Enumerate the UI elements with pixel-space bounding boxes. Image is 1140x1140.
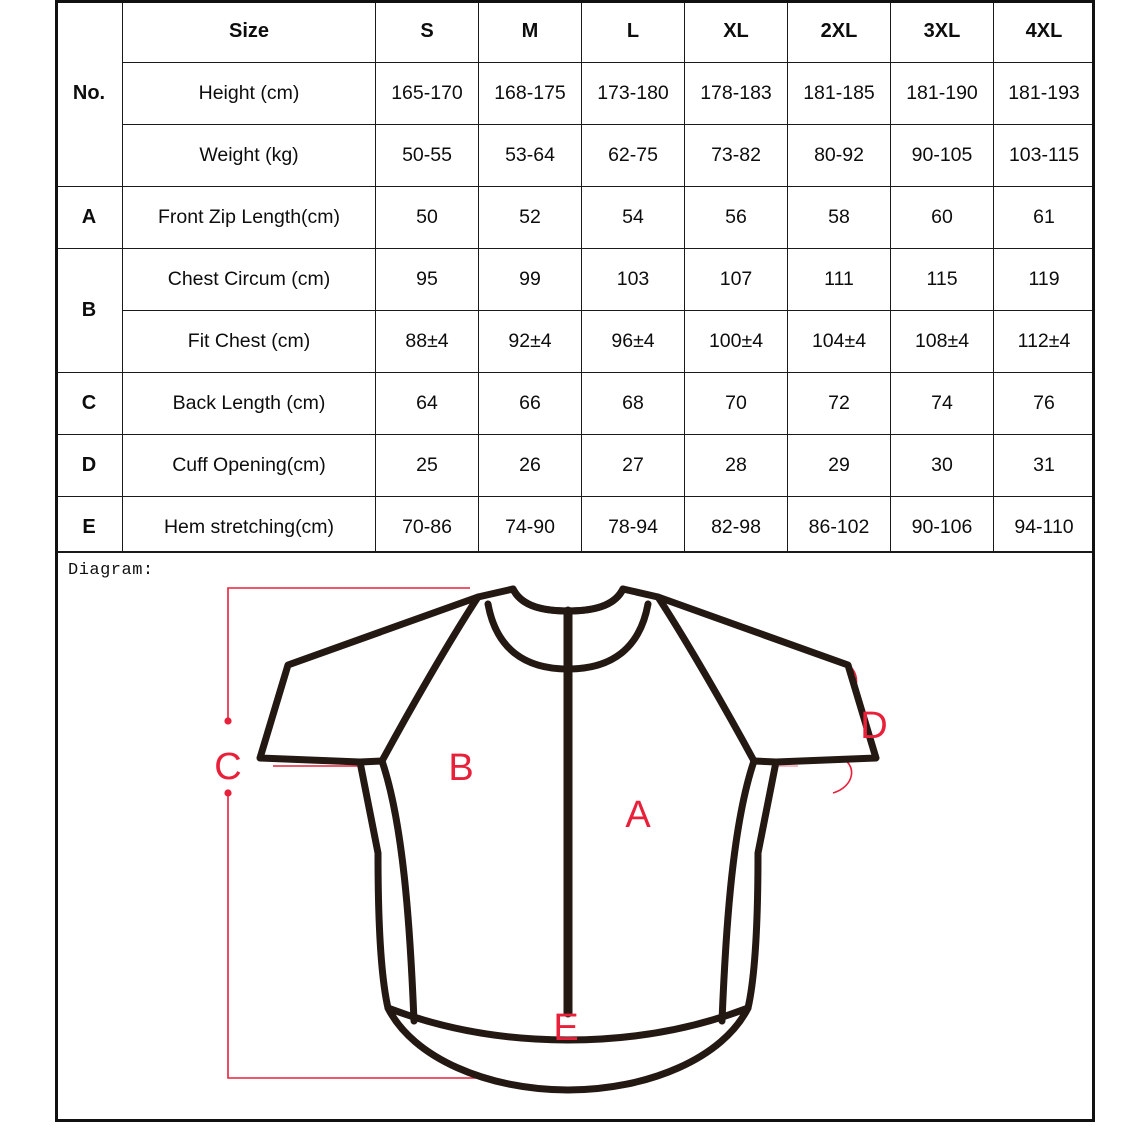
measure-c-upper-dot <box>224 717 231 724</box>
cell-hem-stretching-xl: 82-98 <box>685 497 788 559</box>
cell-hem-stretching-2xl: 86-102 <box>788 497 891 559</box>
cell-weight-4xl: 103-115 <box>994 125 1095 187</box>
row-label-cuff-opening: Cuff Opening(cm) <box>123 435 376 497</box>
row-label-height: Height (cm) <box>123 63 376 125</box>
cell-back-length-s: 64 <box>376 373 479 435</box>
cell-back-length-xl: 70 <box>685 373 788 435</box>
header-size-s: S <box>376 1 479 63</box>
cell-weight-2xl: 80-92 <box>788 125 891 187</box>
diagram-title: Diagram: <box>68 561 154 580</box>
header-size-xl: XL <box>685 1 788 63</box>
cell-cuff-opening-4xl: 31 <box>994 435 1095 497</box>
row-group-a: A <box>56 187 123 249</box>
cell-height-m: 168-175 <box>479 63 582 125</box>
cell-cuff-opening-m: 26 <box>479 435 582 497</box>
header-size-label: Size <box>123 1 376 63</box>
measure-c-lower-dot <box>224 789 231 796</box>
cell-cuff-opening-l: 27 <box>582 435 685 497</box>
cell-fit-chest-2xl: 104±4 <box>788 311 891 373</box>
cell-front-zip-xl: 56 <box>685 187 788 249</box>
row-group-e: E <box>56 497 123 559</box>
cell-height-3xl: 181-190 <box>891 63 994 125</box>
header-size-2xl: 2XL <box>788 1 891 63</box>
header-size-l: L <box>582 1 685 63</box>
row-group-d: D <box>56 435 123 497</box>
row-label-back-length: Back Length (cm) <box>123 373 376 435</box>
cell-height-l: 173-180 <box>582 63 685 125</box>
marker-label-b: B <box>448 747 474 789</box>
cell-back-length-2xl: 72 <box>788 373 891 435</box>
cell-hem-stretching-3xl: 90-106 <box>891 497 994 559</box>
table-row <box>56 311 1095 373</box>
table-row <box>56 373 1095 435</box>
row-label-fit-chest: Fit Chest (cm) <box>123 311 376 373</box>
cell-back-length-m: 66 <box>479 373 582 435</box>
cell-front-zip-s: 50 <box>376 187 479 249</box>
cell-cuff-opening-s: 25 <box>376 435 479 497</box>
cell-fit-chest-m: 92±4 <box>479 311 582 373</box>
cell-chest-circum-2xl: 111 <box>788 249 891 311</box>
cell-chest-circum-s: 95 <box>376 249 479 311</box>
cell-weight-m: 53-64 <box>479 125 582 187</box>
row-group-b: B <box>56 249 123 373</box>
cell-height-4xl: 181-193 <box>994 63 1095 125</box>
cell-back-length-3xl: 74 <box>891 373 994 435</box>
cell-weight-s: 50-55 <box>376 125 479 187</box>
cell-front-zip-l: 54 <box>582 187 685 249</box>
cell-height-xl: 178-183 <box>685 63 788 125</box>
header-size-4xl: 4XL <box>994 1 1095 63</box>
table-row <box>56 435 1095 497</box>
size-table <box>55 0 1095 559</box>
marker-label-e: E <box>553 1007 579 1049</box>
cell-weight-l: 62-75 <box>582 125 685 187</box>
table-row <box>56 497 1095 559</box>
cell-chest-circum-3xl: 115 <box>891 249 994 311</box>
cell-height-s: 165-170 <box>376 63 479 125</box>
cell-back-length-4xl: 76 <box>994 373 1095 435</box>
cell-fit-chest-4xl: 112±4 <box>994 311 1095 373</box>
cell-chest-circum-xl: 107 <box>685 249 788 311</box>
cell-fit-chest-l: 96±4 <box>582 311 685 373</box>
cell-weight-3xl: 90-105 <box>891 125 994 187</box>
cell-front-zip-2xl: 58 <box>788 187 891 249</box>
cell-chest-circum-l: 103 <box>582 249 685 311</box>
cell-weight-xl: 73-82 <box>685 125 788 187</box>
table-row-header <box>56 1 1095 63</box>
cell-fit-chest-s: 88±4 <box>376 311 479 373</box>
row-label-weight: Weight (kg) <box>123 125 376 187</box>
header-size-m: M <box>479 1 582 63</box>
row-label-hem-stretching: Hem stretching(cm) <box>123 497 376 559</box>
jersey-measurement-diagram <box>58 553 1092 1119</box>
diagram-panel <box>55 551 1095 1122</box>
cell-hem-stretching-l: 78-94 <box>582 497 685 559</box>
cell-fit-chest-xl: 100±4 <box>685 311 788 373</box>
cell-front-zip-m: 52 <box>479 187 582 249</box>
cell-front-zip-4xl: 61 <box>994 187 1095 249</box>
jersey-underarm-left-path <box>360 761 382 762</box>
table-row <box>56 63 1095 125</box>
table-row <box>56 249 1095 311</box>
cell-chest-circum-4xl: 119 <box>994 249 1095 311</box>
marker-label-d: D <box>860 705 888 747</box>
cell-hem-stretching-s: 70-86 <box>376 497 479 559</box>
cell-back-length-l: 68 <box>582 373 685 435</box>
cell-hem-stretching-4xl: 94-110 <box>994 497 1095 559</box>
row-group-no: No. <box>56 1 123 187</box>
cell-front-zip-3xl: 60 <box>891 187 994 249</box>
cell-chest-circum-m: 99 <box>479 249 582 311</box>
measure-d-lower-arc <box>833 758 852 793</box>
marker-label-a: A <box>625 794 651 836</box>
size-table-container <box>55 0 1095 559</box>
header-size-3xl: 3XL <box>891 1 994 63</box>
row-group-c: C <box>56 373 123 435</box>
cell-height-2xl: 181-185 <box>788 63 891 125</box>
cell-fit-chest-3xl: 108±4 <box>891 311 994 373</box>
marker-label-c: C <box>214 746 242 788</box>
jersey-underarm-right-path <box>754 761 776 762</box>
row-label-chest-circum: Chest Circum (cm) <box>123 249 376 311</box>
cell-hem-stretching-m: 74-90 <box>479 497 582 559</box>
cell-cuff-opening-3xl: 30 <box>891 435 994 497</box>
cell-cuff-opening-2xl: 29 <box>788 435 891 497</box>
table-row <box>56 187 1095 249</box>
cell-cuff-opening-xl: 28 <box>685 435 788 497</box>
row-label-front-zip-length: Front Zip Length(cm) <box>123 187 376 249</box>
table-row <box>56 125 1095 187</box>
